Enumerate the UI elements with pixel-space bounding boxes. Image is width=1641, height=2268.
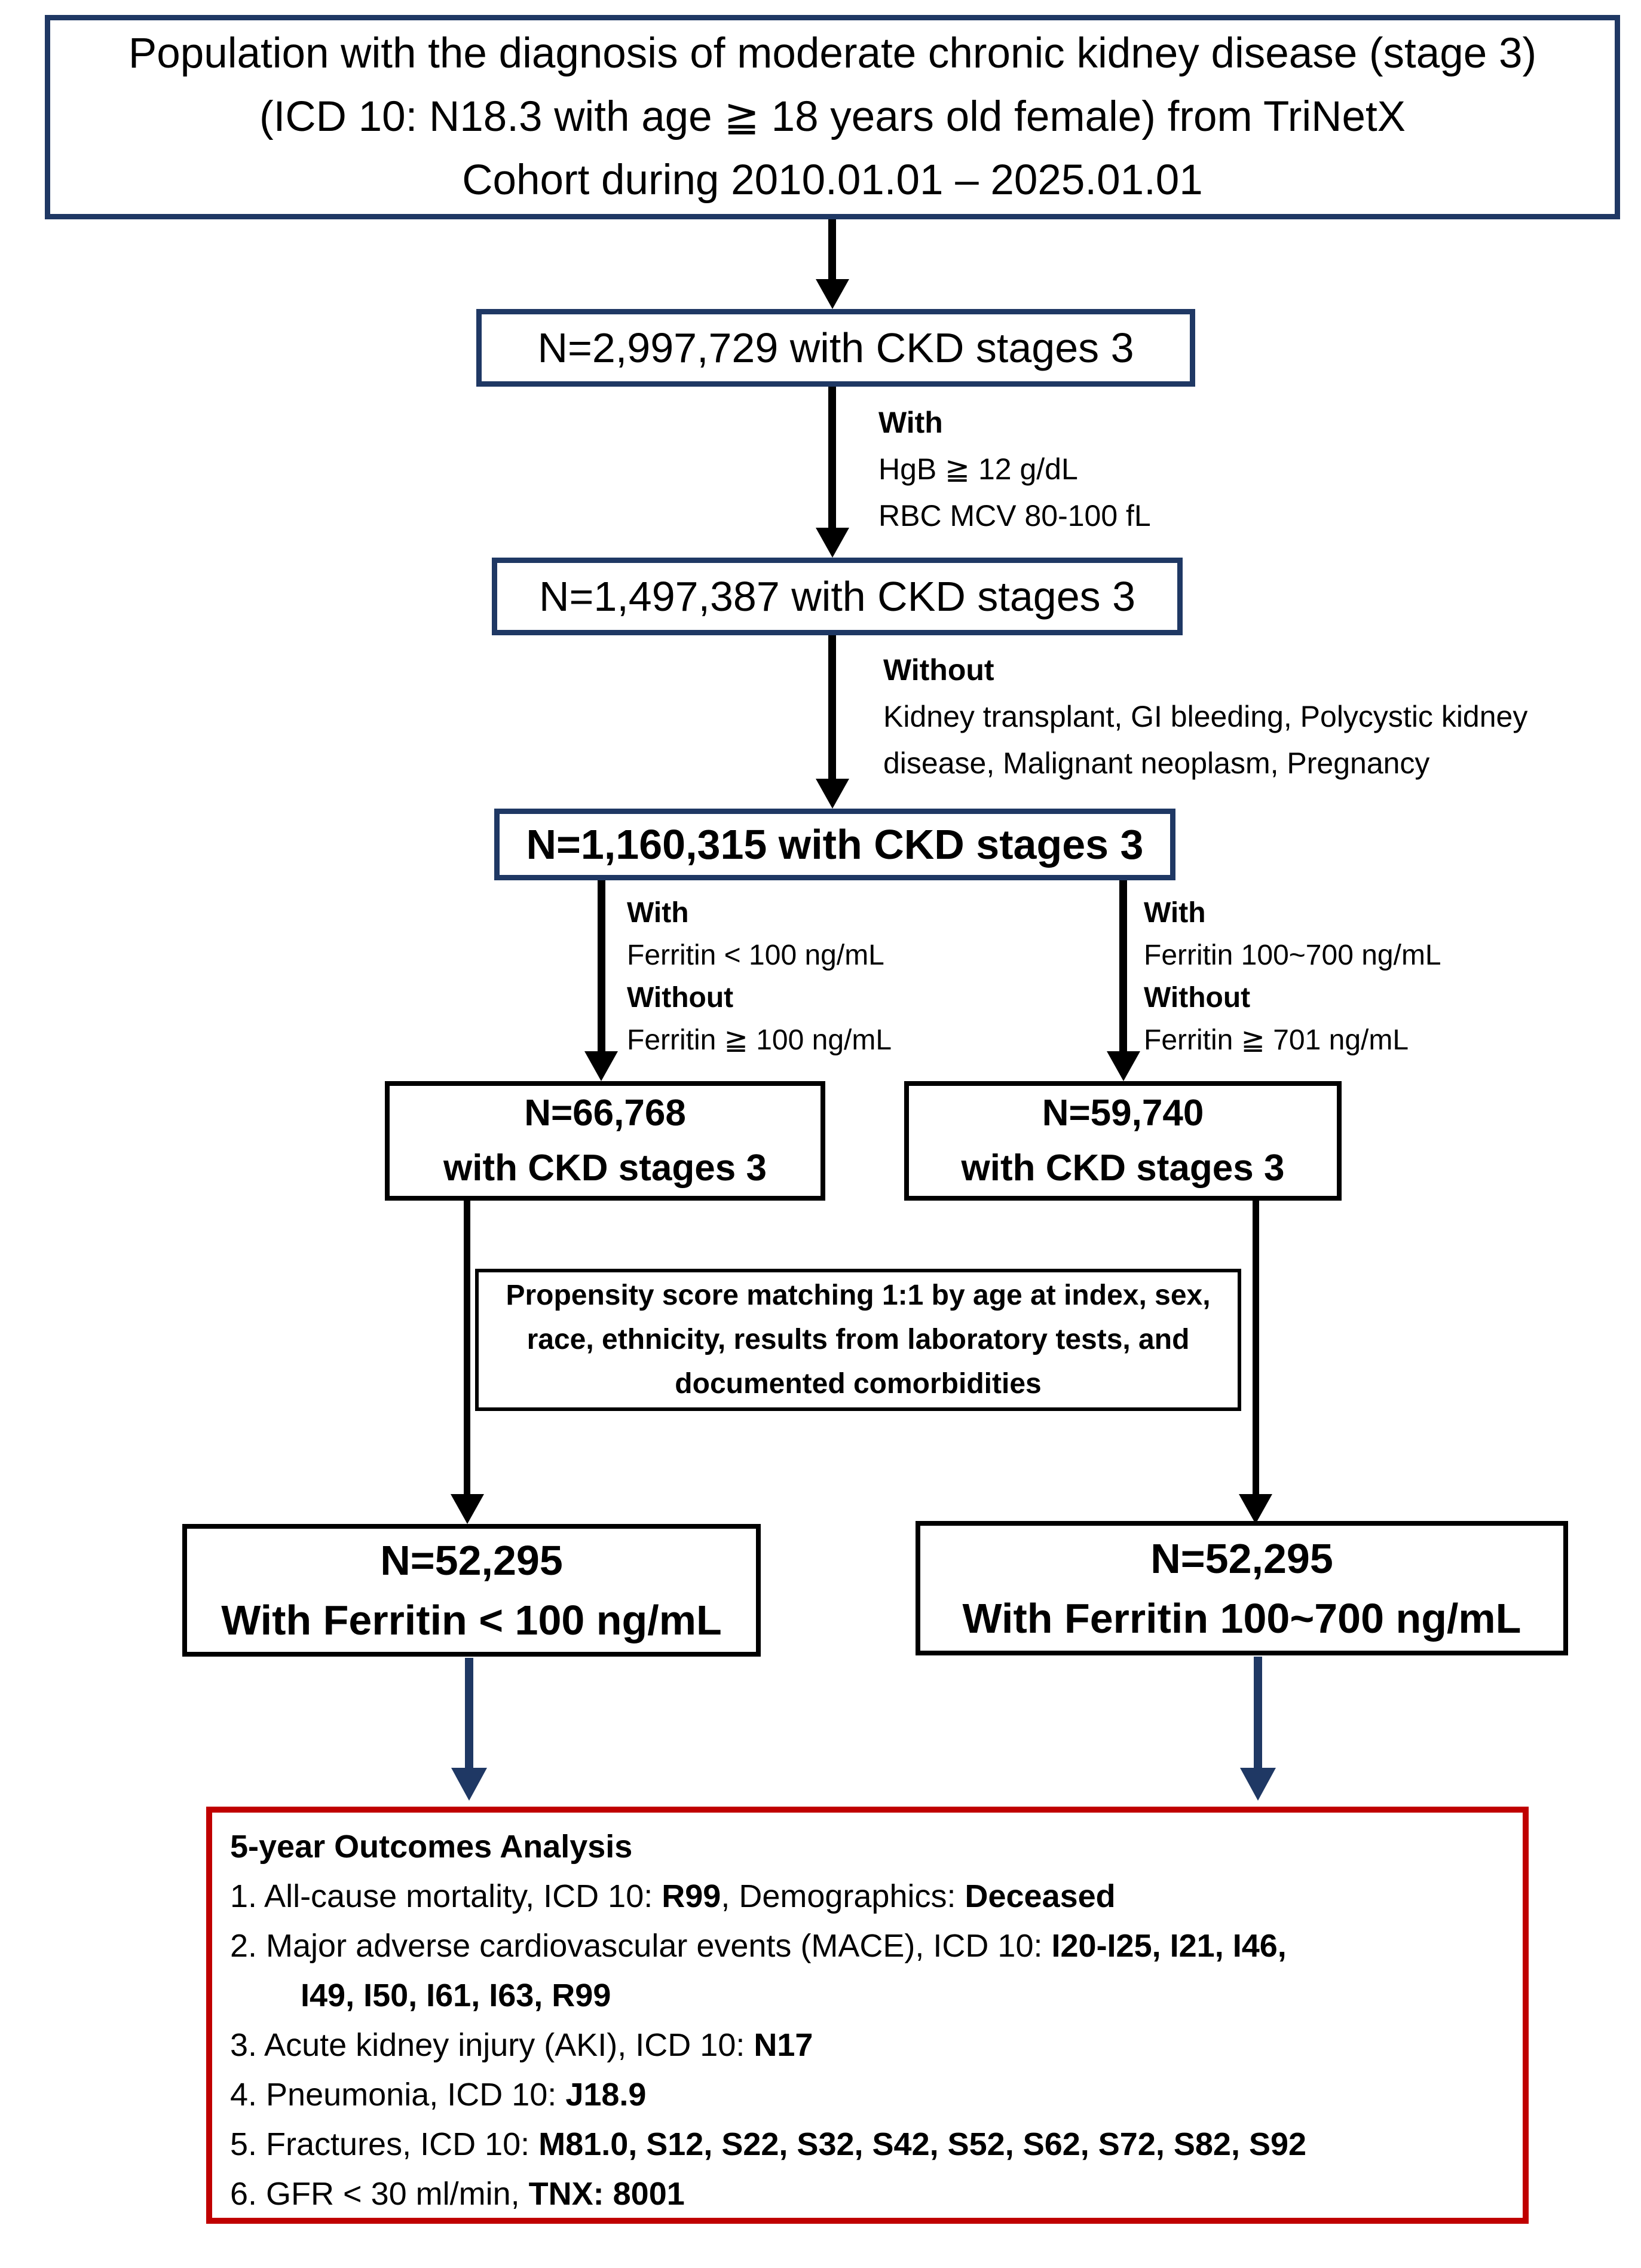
- edge-annotation-branch-right: [1144, 892, 1441, 1061]
- outcome-item-mace: 2. Major adverse cardiovascular events (MACE), ICD 10: I20-I25, I21, I46,: [230, 1928, 1287, 1964]
- arrow-head-title-to-total: [816, 279, 849, 309]
- branch-left-with-text: Ferritin < 100 ng/mL: [627, 939, 884, 971]
- matched-normal-desc: With Ferritin 100~700 ng/mL: [962, 1594, 1521, 1642]
- flow-node-total-ckd: [476, 309, 1195, 387]
- psm-line-2: race, ethnicity, results from laboratory tests, and: [526, 1324, 1190, 1355]
- arrow-line-total-to-hgb: [828, 387, 836, 528]
- branch-left-with-label: With: [627, 897, 689, 929]
- branch-right-without-text: Ferritin ≧ 701 ng/mL: [1144, 1024, 1409, 1056]
- flow-node-matched-low-ferritin: [182, 1524, 761, 1657]
- hgb-criterion: HgB ≧ 12 g/dL: [878, 452, 1078, 486]
- outcome-item-mortality: 1. All-cause mortality, ICD 10: R99, Demographics: Deceased: [230, 1878, 1116, 1914]
- low-ferritin-n: N=66,768: [524, 1092, 686, 1134]
- arrow-head-total-to-hgb: [816, 528, 849, 558]
- branch-right-with-text: Ferritin 100~700 ng/mL: [1144, 939, 1441, 971]
- low-ferritin-desc: with CKD stages 3: [443, 1147, 767, 1189]
- flow-node-normal-ferritin-group: [904, 1081, 1342, 1201]
- edge-annotation-with-hgb: [878, 399, 1151, 539]
- arrow-head-hgb-to-exclusion: [816, 779, 849, 809]
- mcv-criterion: RBC MCV 80-100 fL: [878, 499, 1151, 532]
- normal-ferritin-n: N=59,740: [1042, 1092, 1204, 1134]
- outcome-item-fractures: 5. Fractures, ICD 10: M81.0, S12, S22, S32, S42, S52, S62, S72, S82, S92: [230, 2126, 1307, 2162]
- flow-node-propensity-matching: [475, 1269, 1241, 1411]
- flow-node-population-title: [45, 15, 1620, 219]
- navy-arrow-line-left-to-outcomes: [465, 1658, 473, 1769]
- matched-normal-n: N=52,295: [1150, 1535, 1333, 1582]
- psm-line-1: Propensity score matching 1:1 by age at index, sex,: [506, 1280, 1211, 1311]
- flow-node-ckd-after-hgb: [492, 558, 1183, 635]
- edge-annotation-without-exclusion: [883, 647, 1527, 786]
- flow-node-ckd-after-exclusion: [494, 809, 1175, 880]
- title-line-2: (ICD 10: N18.3 with age ≧ 18 years old female) from TriNetX: [259, 93, 1406, 140]
- flow-node-outcomes-analysis: [206, 1807, 1529, 2224]
- connector-line-left-to-matched: [464, 1201, 470, 1495]
- title-line-3: Cohort during 2010.01.01 – 2025.01.01: [462, 157, 1203, 204]
- outcome-item-mace-codes: I49, I50, I61, I63, R99: [301, 1978, 611, 2013]
- edge-annotation-branch-left: [627, 892, 892, 1061]
- arrow-head-left-to-matched: [451, 1494, 484, 1524]
- arrow-line-branch-left: [598, 880, 605, 1052]
- connector-line-right-to-matched: [1253, 1201, 1259, 1495]
- outcomes-heading: 5-year Outcomes Analysis: [230, 1829, 633, 1865]
- arrow-line-title-to-total: [828, 219, 836, 280]
- exclusion-list-line-1: Kidney transplant, GI bleeding, Polycystic kidney: [883, 700, 1528, 733]
- exclusion-list-line-2: disease, Malignant neoplasm, Pregnancy: [883, 746, 1430, 780]
- navy-arrow-head-left-to-outcomes: [451, 1768, 487, 1801]
- matched-low-n: N=52,295: [380, 1537, 563, 1584]
- normal-ferritin-desc: with CKD stages 3: [961, 1147, 1285, 1189]
- branch-left-without-text: Ferritin ≧ 100 ng/mL: [627, 1024, 892, 1056]
- total-ckd-text: N=2,997,729 with CKD stages 3: [537, 325, 1134, 371]
- arrow-head-right-to-matched: [1239, 1494, 1272, 1524]
- ckd-after-exclusion-text: N=1,160,315 with CKD stages 3: [526, 821, 1144, 868]
- arrow-line-branch-right: [1119, 880, 1127, 1052]
- flow-node-matched-normal-ferritin: [916, 1521, 1568, 1655]
- outcome-item-pneumonia: 4. Pneumonia, ICD 10: J18.9: [230, 2077, 647, 2113]
- title-line-1: Population with the diagnosis of moderate chronic kidney disease (stage 3): [128, 30, 1537, 77]
- branch-right-with-label: With: [1144, 897, 1206, 929]
- psm-line-3: documented comorbidities: [675, 1368, 1042, 1400]
- branch-left-without-label: Without: [627, 982, 734, 1014]
- navy-arrow-line-right-to-outcomes: [1254, 1657, 1262, 1769]
- arrow-head-branch-right: [1107, 1051, 1140, 1081]
- with-label: With: [878, 406, 943, 439]
- without-label: Without: [883, 653, 994, 687]
- navy-arrow-head-right-to-outcomes: [1240, 1768, 1276, 1801]
- branch-right-without-label: Without: [1144, 982, 1251, 1014]
- matched-low-desc: With Ferritin < 100 ng/mL: [221, 1597, 722, 1643]
- outcome-item-gfr: 6. GFR < 30 ml/min, TNX: 8001: [230, 2176, 685, 2212]
- arrow-head-branch-left: [584, 1051, 618, 1081]
- arrow-line-hgb-to-exclusion: [828, 635, 836, 779]
- flow-node-low-ferritin-group: [385, 1081, 825, 1201]
- ckd-after-hgb-text: N=1,497,387 with CKD stages 3: [538, 573, 1136, 620]
- outcome-item-aki: 3. Acute kidney injury (AKI), ICD 10: N17: [230, 2027, 813, 2063]
